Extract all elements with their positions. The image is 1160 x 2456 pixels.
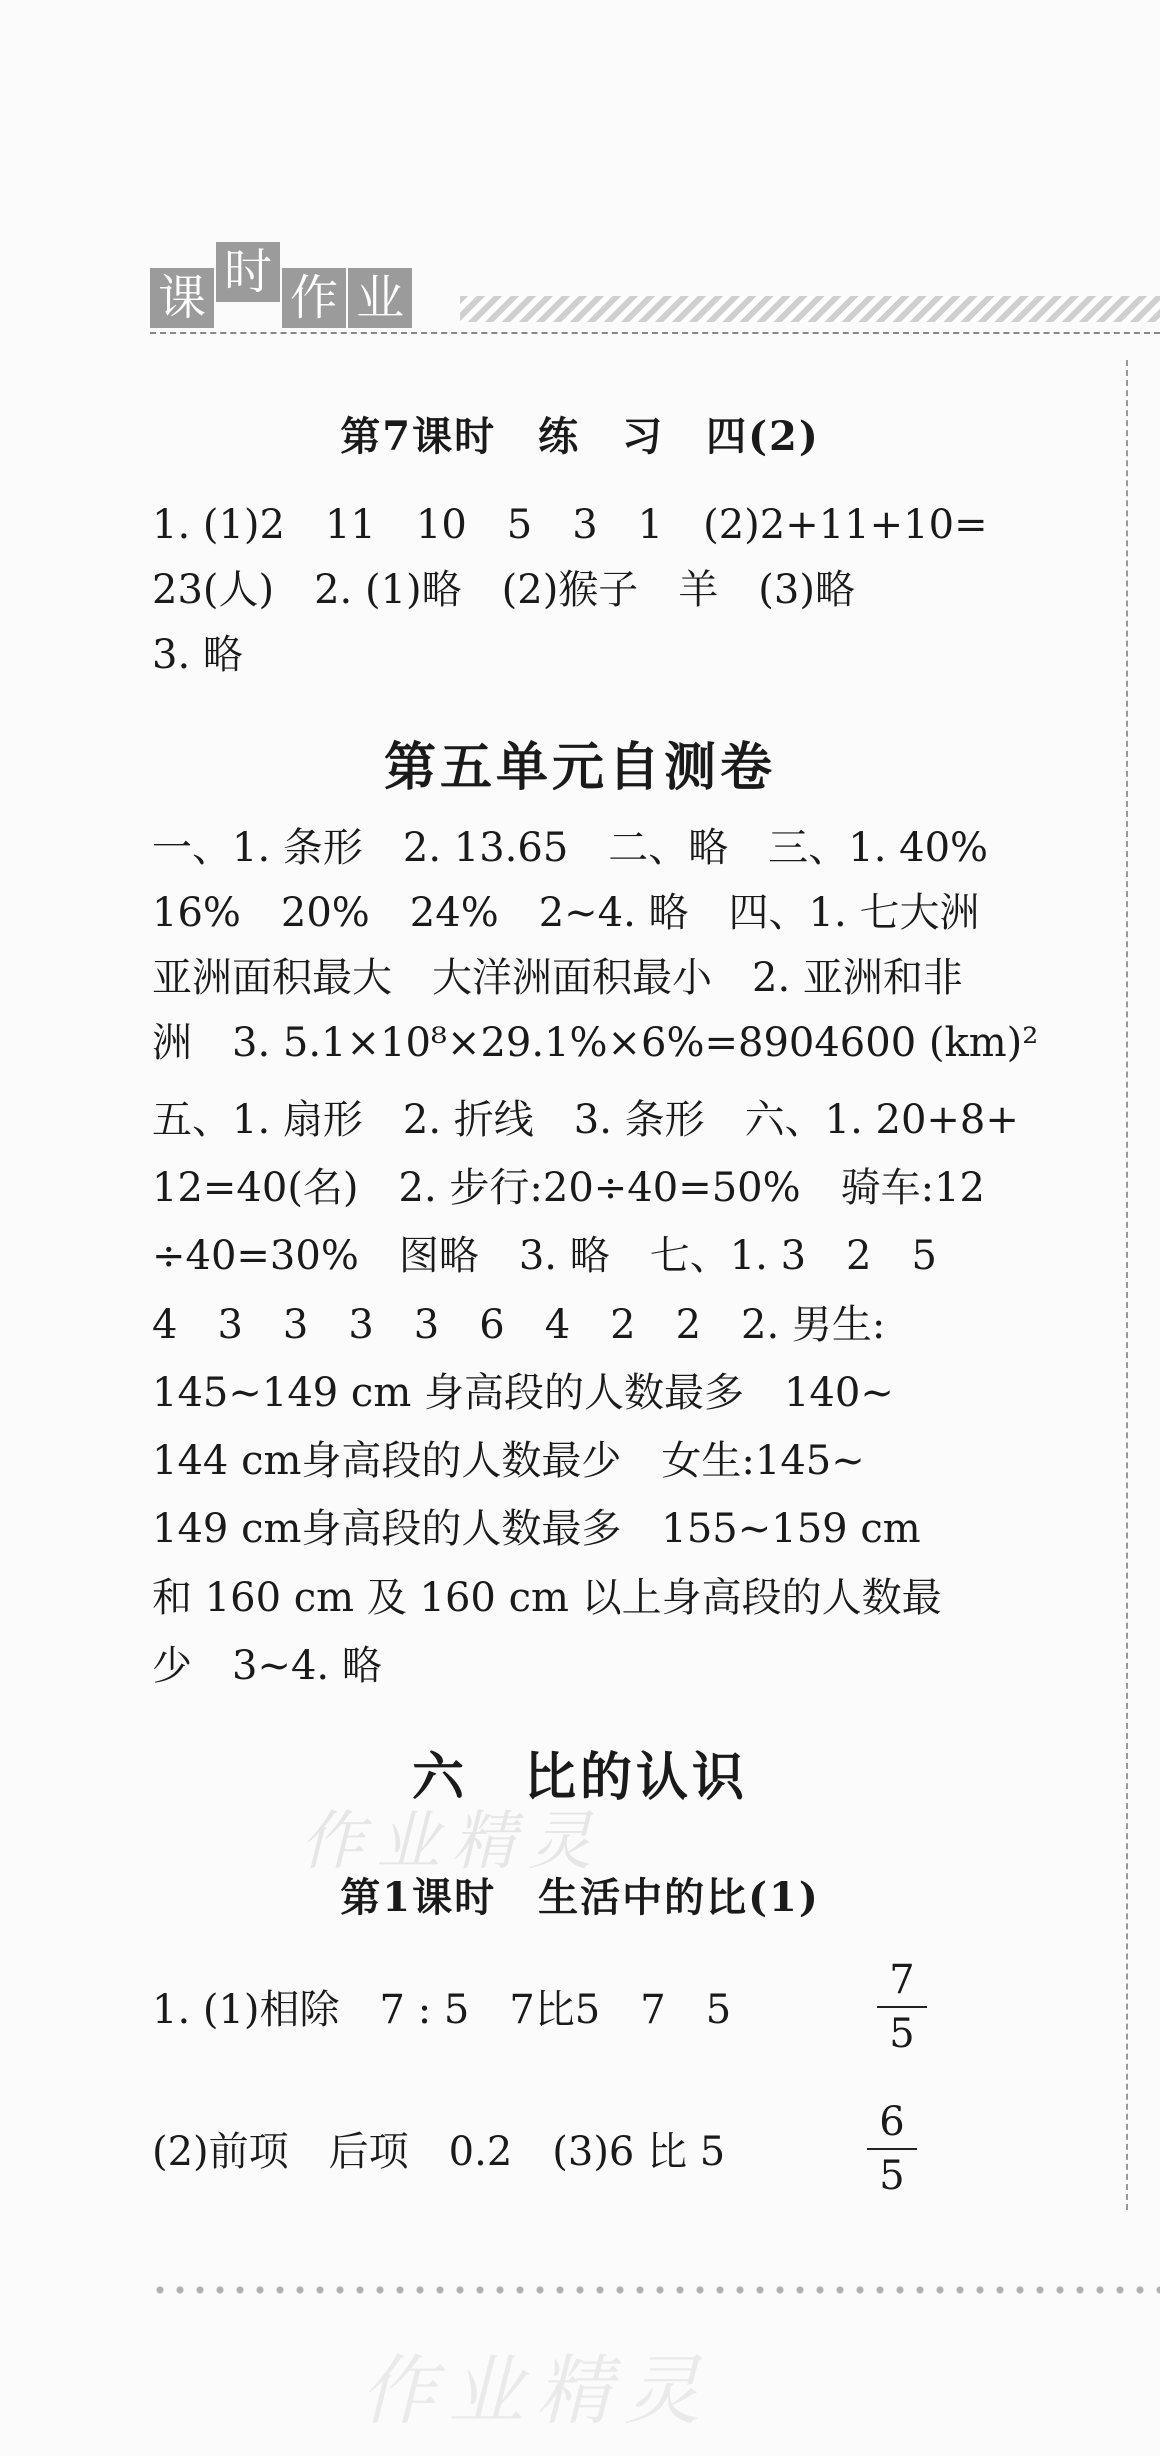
- answer-line: 亚洲面积最大 大洋洲面积最小 2. 亚洲和非: [152, 955, 963, 1001]
- answer-line: ÷40=30% 图略 3. 略 七、1. 3 2 5: [152, 1233, 937, 1279]
- fraction-bar: [867, 2148, 917, 2150]
- chapter-title: 六 比的认识: [411, 1747, 748, 1808]
- answer-line: 1. (1)相除 7 : 5 7比5 7 5: [152, 1987, 732, 2033]
- logo-char: 课: [150, 268, 214, 328]
- answer-line: 16% 20% 24% 2~4. 略 四、1. 七大洲: [152, 890, 980, 936]
- watermark: 作业精灵: [360, 2346, 712, 2435]
- unit-test-title: 第五单元自测卷: [383, 737, 776, 798]
- answer-line: 1. (1)2 11 10 5 3 1 (2)2+11+10=: [152, 502, 988, 548]
- answer-line: 和 160 cm 及 160 cm 以上身高段的人数最: [152, 1575, 942, 1621]
- lesson-title: 第1课时 生活中的比(1): [340, 1874, 820, 1921]
- margin-guide-line: [1126, 360, 1128, 2210]
- watermark: 作业精灵: [300, 1805, 604, 1879]
- fraction-denominator: 5: [879, 2153, 905, 2199]
- header-logo: [150, 244, 414, 328]
- fraction-numerator: 6: [879, 2099, 905, 2145]
- answer-line: 3. 略: [152, 632, 243, 678]
- answer-line: 145~149 cm 身高段的人数最多 140~: [152, 1370, 894, 1416]
- lesson-title: 第7课时 练 习 四(2): [340, 413, 820, 460]
- header-stripe-band: [460, 296, 1160, 322]
- fraction: [867, 2099, 917, 2199]
- footer-dot-border: [150, 2282, 1160, 2298]
- answer-line: 144 cm身高段的人数最少 女生:145~: [152, 1438, 865, 1484]
- logo-char: 时: [216, 242, 280, 302]
- fraction-denominator: 5: [889, 2011, 915, 2057]
- fraction-numerator: 7: [889, 1957, 915, 2003]
- answer-line: 少 3~4. 略: [152, 1643, 382, 1689]
- answer-line: 五、1. 扇形 2. 折线 3. 条形 六、1. 20+8+: [152, 1097, 1019, 1143]
- answer-line: 一、1. 条形 2. 13.65 二、略 三、1. 40%: [152, 825, 989, 871]
- answer-line: 23(人) 2. (1)略 (2)猴子 羊 (3)略: [152, 567, 855, 613]
- answer-line: 4 3 3 3 3 6 4 2 2 2. 男生:: [152, 1302, 886, 1348]
- page-header: [150, 244, 1160, 338]
- answer-line: (2)前项 后项 0.2 (3)6 比 5: [152, 2129, 726, 2175]
- answer-line: 12=40(名) 2. 步行:20÷40=50% 骑车:12: [152, 1165, 985, 1211]
- fraction-bar: [877, 2006, 927, 2008]
- header-divider: [150, 332, 1160, 334]
- logo-char: 作: [282, 268, 346, 328]
- answer-line: 149 cm身高段的人数最多 155~159 cm: [152, 1506, 921, 1552]
- fraction: [877, 1957, 927, 2057]
- logo-char: 业: [348, 268, 412, 328]
- answer-line: 洲 3. 5.1×10⁸×29.1%×6%=8904600 (km)²: [152, 1020, 1039, 1066]
